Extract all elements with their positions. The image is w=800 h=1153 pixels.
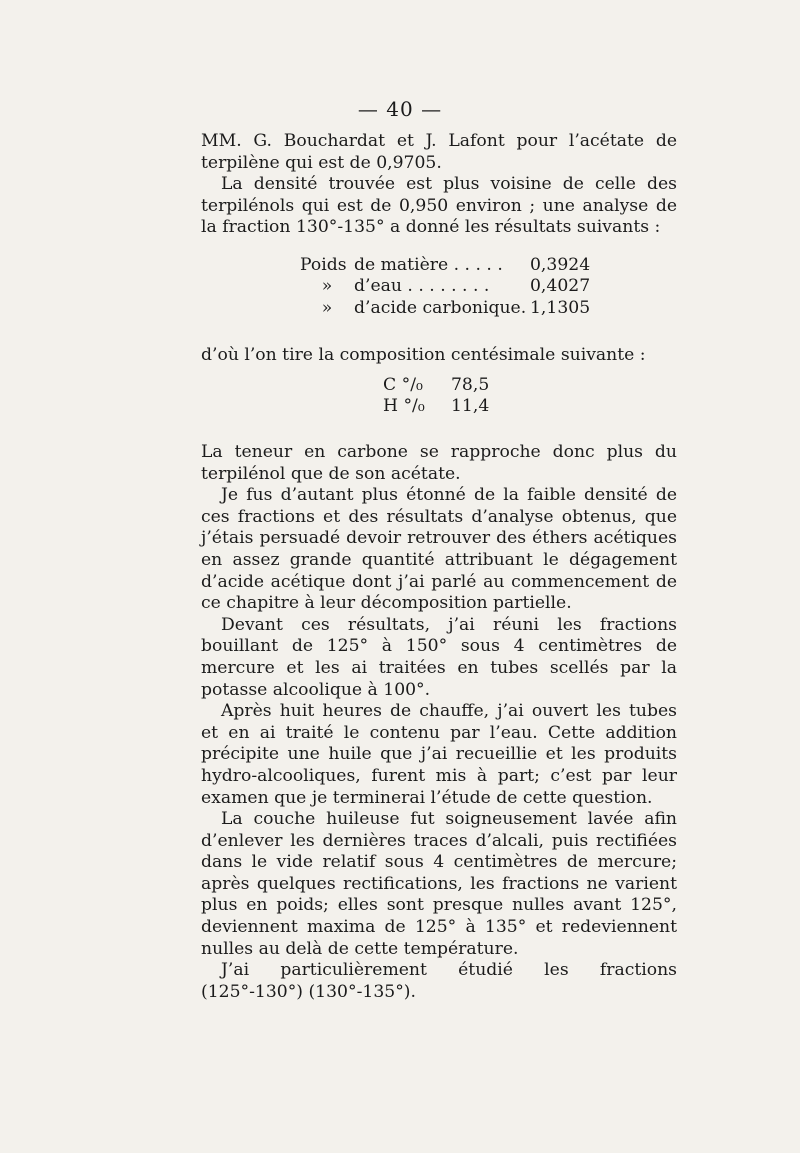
paragraph-oily-layer: La couche huileuse fut soigneusement lavée afin d’enlever les dernières traces d’alcali, puis rectifiées dans le vide relatif sous 4 centimètres de mercure; après quelques rectifications, les fractions ne varient plus en poids; elles sont presque nulles avant 125°, deviennent maxima de 125° à 135° et redeviennent nulles au delà de cette température. [201, 809, 677, 959]
analysis-label: de matière . . . . . [354, 255, 503, 275]
composition-value: 11,4 [451, 396, 490, 417]
analysis-row [300, 255, 590, 276]
paragraph-continuation: MM. G. Bouchardat et J. Lafont pour l’acétate de terpilène qui est de 0,9705. [201, 131, 677, 173]
text-block-top [201, 131, 677, 239]
composition-value: 78,5 [451, 375, 490, 395]
analysis-row [300, 298, 590, 319]
analysis-row [300, 276, 590, 297]
analysis-value: 1,1305 [530, 297, 591, 318]
analysis-prefix: » [321, 276, 333, 297]
analysis-prefix: Poids [300, 255, 347, 275]
composition-table [383, 375, 511, 418]
paragraph-studied-fractions: J’ai particulièrement étudié les fractions (125°-130°) (130°-135°). [201, 960, 677, 1002]
paragraph-carbon: La teneur en carbone se rapproche donc plus du terpilénol que de son acétate. [201, 442, 677, 484]
page-number: — 40 — [357, 97, 443, 121]
analysis-value: 0,3924 [530, 255, 591, 275]
paragraph-surprise: Je fus d’autant plus étonné de la faible densité de ces fractions et des résultats d’analyse obtenus, que j’étais persuadé devoir retrouver des éthers acétiques en assez grande quantité attribuant le dégagement d’acide acétique dont j’ai parlé au commencement de ce chapitre à leur décomposition partielle. [201, 485, 677, 614]
analysis-label: d’acide carbonique. [354, 297, 527, 318]
paragraph-composition-intro: d’où l’on tire la composition centésimale suivante : [201, 345, 646, 365]
composition-label: C °/₀ [383, 375, 423, 395]
text-block-middle [201, 345, 677, 367]
text-block-bottom [201, 442, 677, 1003]
analysis-label: d’eau . . . . . . . . [354, 276, 490, 297]
paragraph-fractions: Devant ces résultats, j’ai réuni les fractions bouillant de 125° à 150° sous 4 centimètres de mercure et les ai traitées en tubes scellés par la potasse alcoolique à 100°. [201, 614, 677, 700]
composition-label: H °/₀ [383, 396, 425, 417]
analysis-prefix: » [321, 297, 333, 318]
analysis-value: 0,4027 [530, 276, 591, 297]
paragraph-heating: Après huit heures de chauffe, j’ai ouvert les tubes et en ai traité le contenu par l’eau. Cette addition précipite une huile que j’ai recueillie et les produits hydro-alcooliques, furent mis à part; c’est par leur examen que je terminerai l’étude de cette question. [201, 701, 677, 808]
analysis-table [300, 255, 590, 319]
composition-row [383, 375, 511, 396]
composition-row [383, 396, 511, 417]
paragraph-density: La densité trouvée est plus voisine de celle des terpilénols qui est de 0,950 environ ; une analyse de la fraction 130°-135° a donné les résultats suivants : [201, 174, 677, 238]
